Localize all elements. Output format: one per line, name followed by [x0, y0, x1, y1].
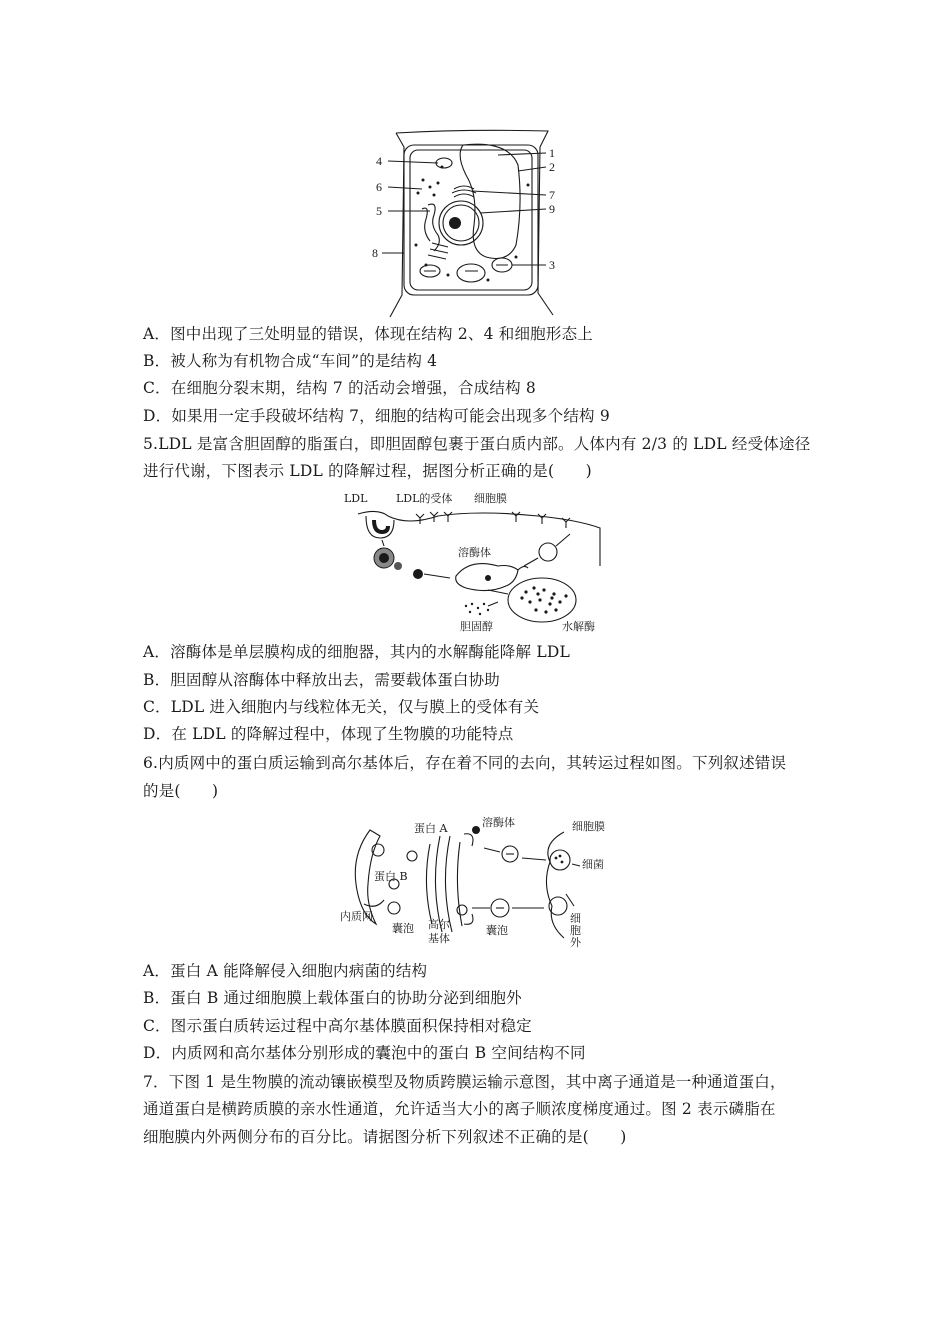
vesicle-1-label: 囊泡	[392, 922, 414, 935]
ldl-degradation-figure	[338, 486, 610, 634]
label-9: 9	[549, 202, 555, 216]
q5-stem-line1: 5.LDL 是富含胆固醇的脂蛋白，即胆固醇包裹于蛋白质内部。人体内有 2/3 的 LDL 经受体途径	[143, 435, 811, 453]
label-5: 5	[376, 204, 382, 218]
label-6: 6	[376, 180, 382, 194]
vesicle-2-label: 囊泡	[486, 924, 508, 937]
protein-b-label: 蛋白 B	[374, 870, 408, 883]
q5-stem-line2: 进行代谢，下图表示 LDL 的降解过程，据图分析正确的是( )	[143, 462, 592, 480]
q5-option-d: D．在 LDL 的降解过程中，体现了生物膜的功能特点	[143, 725, 514, 743]
membrane-label-2: 细胞膜	[572, 820, 605, 833]
q6-option-b: B．蛋白 B 通过细胞膜上载体蛋白的协助分泌到细胞外	[143, 989, 522, 1007]
outside-label-3: 外	[570, 936, 581, 949]
label-1: 1	[549, 146, 555, 160]
q5-option-c: C．LDL 进入细胞内与线粒体无关，仅与膜上的受体有关	[143, 698, 540, 716]
label-3: 3	[549, 258, 555, 272]
outside-label-1: 细	[570, 912, 581, 925]
q7-line3: 细胞膜内外两侧分布的百分比。请据图分析下列叙述不正确的是( )	[143, 1128, 627, 1146]
q4-option-d: D．如果用一定手段破坏结构 7，细胞的结构可能会出现多个结构 9	[143, 407, 610, 425]
protein-transport-figure	[336, 814, 626, 954]
cholesterol-label: 胆固醇	[460, 620, 493, 633]
membrane-label: 细胞膜	[474, 492, 507, 505]
label-4: 4	[376, 154, 382, 168]
q6-option-d: D．内质网和高尔基体分别形成的囊泡中的蛋白 B 空间结构不同	[143, 1044, 586, 1062]
q6-option-c: C．图示蛋白质转运过程中高尔基体膜面积保持相对稳定	[143, 1017, 532, 1035]
q7-line2: 通道蛋白是横跨质膜的亲水性通道，允许适当大小的离子顺浓度梯度通过。图 2 表示磷脂在	[143, 1100, 776, 1118]
label-2: 2	[549, 160, 555, 174]
ldl-receptor-label: LDL的受体	[396, 492, 453, 505]
bacteria-label: 细菌	[582, 858, 604, 871]
ldl-label: LDL	[344, 492, 368, 505]
label-8: 8	[372, 246, 378, 260]
q7-line1: 7．下图 1 是生物膜的流动镶嵌模型及物质跨膜运输示意图，其中离子通道是一种通道蛋白，	[143, 1073, 786, 1091]
q4-option-a: A．图中出现了三处明显的错误，体现在结构 2、4 和细胞形态上	[143, 325, 593, 343]
q5-option-b: B．胆固醇从溶酶体中释放出去，需要载体蛋白协助	[143, 671, 500, 689]
q6-option-a: A．蛋白 A 能降解侵入细胞内病菌的结构	[143, 962, 428, 980]
q5-option-a: A．溶酶体是单层膜构成的细胞器，其内的水解酶能降解 LDL	[143, 643, 570, 661]
protein-a-label: 蛋白 A	[414, 822, 448, 835]
plant-cell-figure	[368, 125, 563, 320]
q4-option-b: B．被人称为有机物合成“车间”的是结构 4	[143, 352, 438, 370]
q6-stem-line2: 的是( )	[143, 782, 219, 800]
hydrolase-label: 水解酶	[562, 620, 595, 633]
q6-stem-line1: 6.内质网中的蛋白质运输到高尔基体后，存在着不同的去向，其转运过程如图。下列叙述错误	[143, 754, 787, 772]
lysosome-label: 溶酶体	[458, 546, 491, 559]
golgi-label-1: 高尔	[428, 918, 450, 931]
golgi-label-2: 基体	[428, 932, 450, 945]
q4-option-c: C．在细胞分裂末期，结构 7 的活动会增强，合成结构 8	[143, 379, 536, 397]
outside-label-2: 胞	[570, 924, 581, 937]
lysosome-label-2: 溶酶体	[482, 816, 515, 829]
er-label: 内质网	[340, 910, 373, 923]
label-7: 7	[549, 188, 555, 202]
